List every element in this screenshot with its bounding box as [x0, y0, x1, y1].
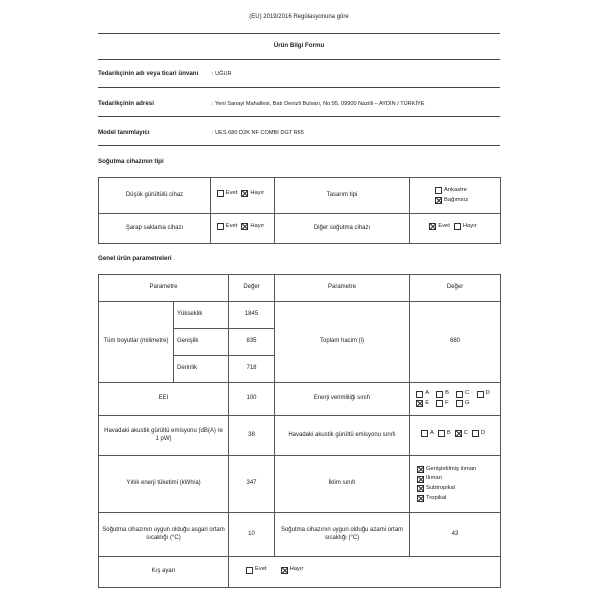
- supplier-name-label: Tedarikçinin adı veya ticari ünvanı: [98, 70, 199, 77]
- energy-class-label: Enerji verimliliği sınıfı: [275, 383, 410, 416]
- supplier-address-value: : Yeni Sanayi Mahallesi, Batı Denizli Bulvarı, No:95, 09900 Nazilli – AYDIN / TÜRKİYE: [212, 101, 425, 107]
- divider: [98, 33, 500, 34]
- climate-tropikal-checkbox[interactable]: [417, 495, 424, 502]
- noise-d-checkbox[interactable]: [472, 430, 479, 437]
- depth-value: 718: [229, 356, 275, 383]
- class-d-checkbox[interactable]: [477, 391, 484, 398]
- divider: [98, 59, 500, 60]
- noise-a-checkbox[interactable]: [421, 430, 428, 437]
- winter-label: Kış ayarı: [99, 557, 229, 588]
- volume-value: 680: [410, 302, 501, 383]
- params-table: [98, 274, 501, 588]
- max-temp-label: Soğutma cihazının uygun olduğu azami ortam sıcaklığı (°C): [275, 513, 410, 557]
- class-a-checkbox[interactable]: [416, 391, 423, 398]
- divider: [98, 116, 500, 117]
- regulation-note: (EU) 2019/2016 Regülasyonuna göre: [249, 14, 349, 21]
- climate-subtropikal-checkbox[interactable]: [417, 485, 424, 492]
- eei-value: 100: [229, 383, 275, 416]
- low-noise-evet-checkbox[interactable]: [217, 190, 224, 197]
- climate-label: İklim sınıfı: [275, 456, 410, 513]
- climate-genisletilmis-checkbox[interactable]: [417, 466, 424, 473]
- bagimsiz-checkbox[interactable]: [435, 197, 442, 204]
- low-noise-label: Düşük gürültülü cihaz: [99, 178, 211, 214]
- install-label: Tasarım tipi: [275, 178, 410, 214]
- eei-label: EEI: [99, 383, 229, 416]
- ankastre-checkbox[interactable]: [435, 187, 442, 194]
- noise-c-checkbox[interactable]: [455, 430, 462, 437]
- supplier-address-label: Tedarikçinin adresi: [98, 100, 154, 107]
- params-heading: Genel ürün parametreleri: [98, 255, 172, 262]
- model-value: : UES 680 D2K NF COMBI DGT R65: [212, 130, 304, 136]
- divider: [98, 87, 500, 88]
- wine-label: Şarap saklama cihazı: [99, 214, 211, 244]
- low-noise-options: Evet Hayır: [211, 178, 275, 214]
- min-temp-label: Soğutma cihazının uygun olduğu asgari ortam sıcaklığı (°C): [99, 513, 229, 557]
- noise-class-options: A B C D: [410, 416, 501, 456]
- noise-value: 38: [229, 416, 275, 456]
- other-hayir-checkbox[interactable]: [454, 223, 461, 230]
- winter-hayir-checkbox[interactable]: [281, 567, 288, 574]
- energy-class-options: A B C D E F G: [410, 383, 501, 416]
- wine-hayir-checkbox[interactable]: [241, 223, 248, 230]
- climate-iliman-checkbox[interactable]: [417, 476, 424, 483]
- other-label: Diğer soğutma cihazı: [275, 214, 410, 244]
- form-title: Ürün Bilgi Formu: [273, 42, 325, 50]
- type-heading: Soğutma cihazının tipi: [98, 158, 164, 165]
- width-value: 835: [229, 329, 275, 356]
- type-table: [98, 177, 501, 244]
- noise-label: Havadaki akustik gürültü emisyonu (dB(A) re 1 pW): [99, 416, 229, 456]
- annual-value: 347: [229, 456, 275, 513]
- wine-evet-checkbox[interactable]: [217, 223, 224, 230]
- min-temp-value: 10: [229, 513, 275, 557]
- depth-label: Derinlik: [174, 356, 229, 383]
- climate-options: Genişletilmiş ılıman Ilıman Subtropikal Tropikal: [410, 456, 501, 513]
- col-value-header: Değer: [229, 275, 275, 302]
- col-param-header: Parametre: [99, 275, 229, 302]
- class-e-checkbox[interactable]: [416, 400, 423, 407]
- winter-options: Evet Hayır: [229, 557, 501, 588]
- install-options: Ankastre Bağımsız: [410, 178, 501, 214]
- winter-evet-checkbox[interactable]: [246, 567, 253, 574]
- max-temp-value: 43: [410, 513, 501, 557]
- col-param-header-2: Parametre: [275, 275, 410, 302]
- width-label: Genişlik: [174, 329, 229, 356]
- noise-b-checkbox[interactable]: [438, 430, 445, 437]
- class-f-checkbox[interactable]: [436, 400, 443, 407]
- supplier-name-value: : UĞUR: [212, 71, 232, 77]
- class-b-checkbox[interactable]: [436, 391, 443, 398]
- wine-options: Evet Hayır: [211, 214, 275, 244]
- dims-label: Tüm boyutlar (milimetre): [99, 302, 174, 383]
- low-noise-hayir-checkbox[interactable]: [241, 190, 248, 197]
- other-evet-checkbox[interactable]: [429, 223, 436, 230]
- height-label: Yükseklik: [174, 302, 229, 329]
- height-value: 1845: [229, 302, 275, 329]
- col-value-header-2: Değer: [410, 275, 501, 302]
- class-c-checkbox[interactable]: [456, 391, 463, 398]
- noise-class-label: Havadaki akustik gürültü emisyonu sınıfı: [275, 416, 410, 456]
- divider: [98, 145, 500, 146]
- model-label: Model tanımlayıcı: [98, 129, 150, 136]
- class-g-checkbox[interactable]: [456, 400, 463, 407]
- other-options: Evet Hayır: [410, 214, 501, 244]
- annual-label: Yıllık enerji tüketimi (kWh/a): [99, 456, 229, 513]
- volume-label: Toplam hacim (l): [275, 302, 410, 383]
